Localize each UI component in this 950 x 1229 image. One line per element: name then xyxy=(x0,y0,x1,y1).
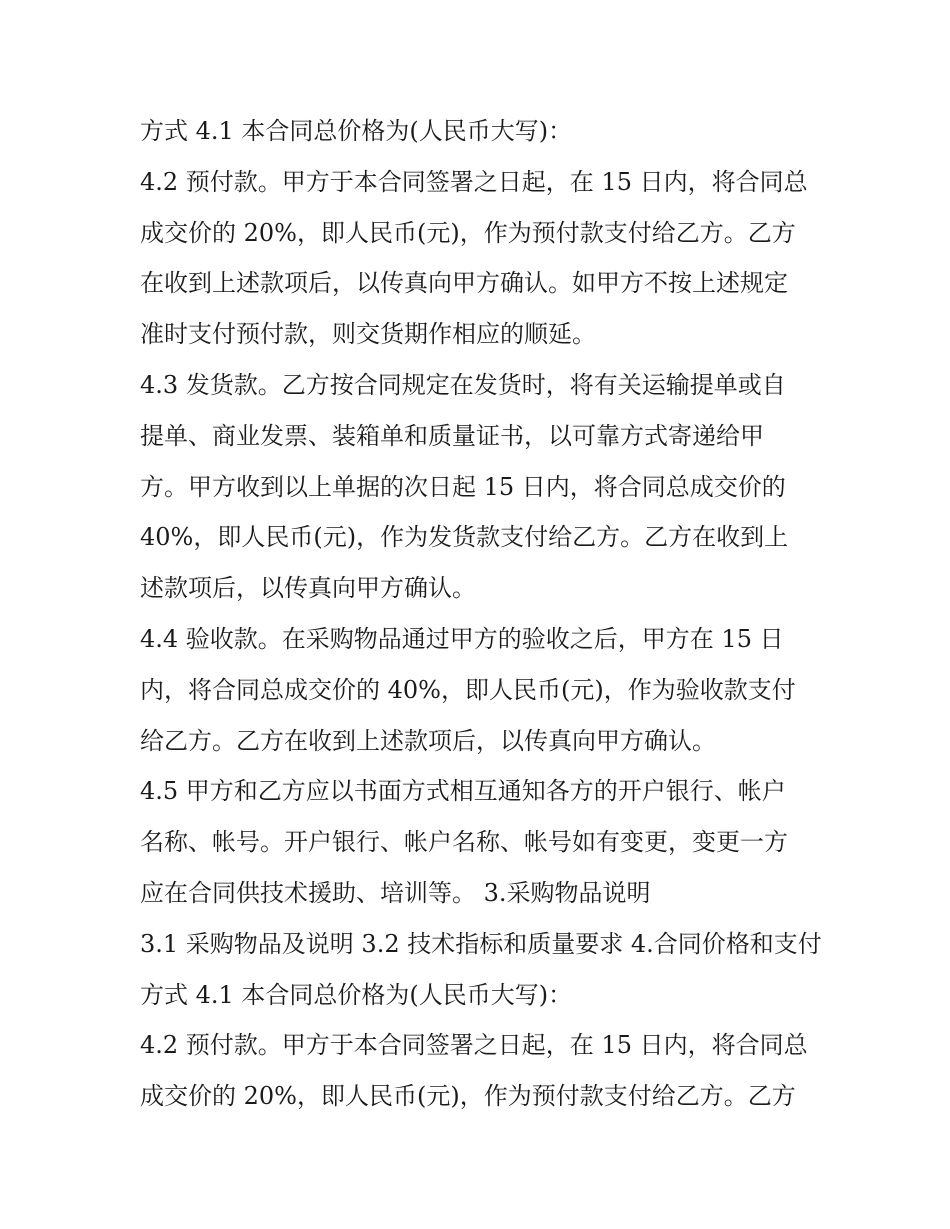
text-line: 在收到上述款项后，以传真向甲方确认。如甲方不按上述规定 xyxy=(140,269,788,298)
text-line: 准时支付预付款，则交货期作相应的顺延。 xyxy=(140,320,596,349)
text-line: 述款项后，以传真向甲方确认。 xyxy=(140,574,476,603)
document-body xyxy=(140,106,820,1122)
text-line: 4.2 预付款。甲方于本合同签署之日起，在 15 日内，将合同总 xyxy=(140,1031,808,1060)
text-line: 内，将合同总成交价的 40%，即人民币(元)，作为验收款支付 xyxy=(140,675,796,704)
text-line: 4.4 验收款。在采购物品通过甲方的验收之后，甲方在 15 日 xyxy=(140,624,784,653)
text-line: 3.1 采购物品及说明 3.2 技术指标和质量要求 4.合同价格和支付 xyxy=(140,929,822,958)
text-line: 4.3 发货款。乙方按合同规定在发货时，将有关运输提单或自 xyxy=(140,370,786,399)
text-line: 方式 4.1 本合同总价格为(人民币大写)： xyxy=(140,980,573,1009)
text-line: 应在合同供技术援助、培训等。 3.采购物品说明 xyxy=(140,878,651,907)
text-line: 4.5 甲方和乙方应以书面方式相互通知各方的开户银行、帐户 xyxy=(140,777,786,806)
text-line: 名称、帐号。开户银行、帐户名称、帐号如有变更，变更一方 xyxy=(140,828,788,857)
text-line: 方。甲方收到以上单据的次日起 15 日内，将合同总成交价的 xyxy=(140,472,786,501)
text-line: 提单、商业发票、装箱单和质量证书，以可靠方式寄递给甲 xyxy=(140,421,764,450)
text-line: 4.2 预付款。甲方于本合同签署之日起，在 15 日内，将合同总 xyxy=(140,167,808,196)
text-line: 40%，即人民币(元)，作为发货款支付给乙方。乙方在收到上 xyxy=(140,523,789,552)
text-line: 成交价的 20%，即人民币(元)，作为预付款支付给乙方。乙方 xyxy=(140,218,796,247)
text-line: 方式 4.1 本合同总价格为(人民币大写)： xyxy=(140,117,573,145)
text-line: 成交价的 20%，即人民币(元)，作为预付款支付给乙方。乙方 xyxy=(140,1082,796,1111)
text-line: 给乙方。乙方在收到上述款项后，以传真向甲方确认。 xyxy=(140,726,716,755)
